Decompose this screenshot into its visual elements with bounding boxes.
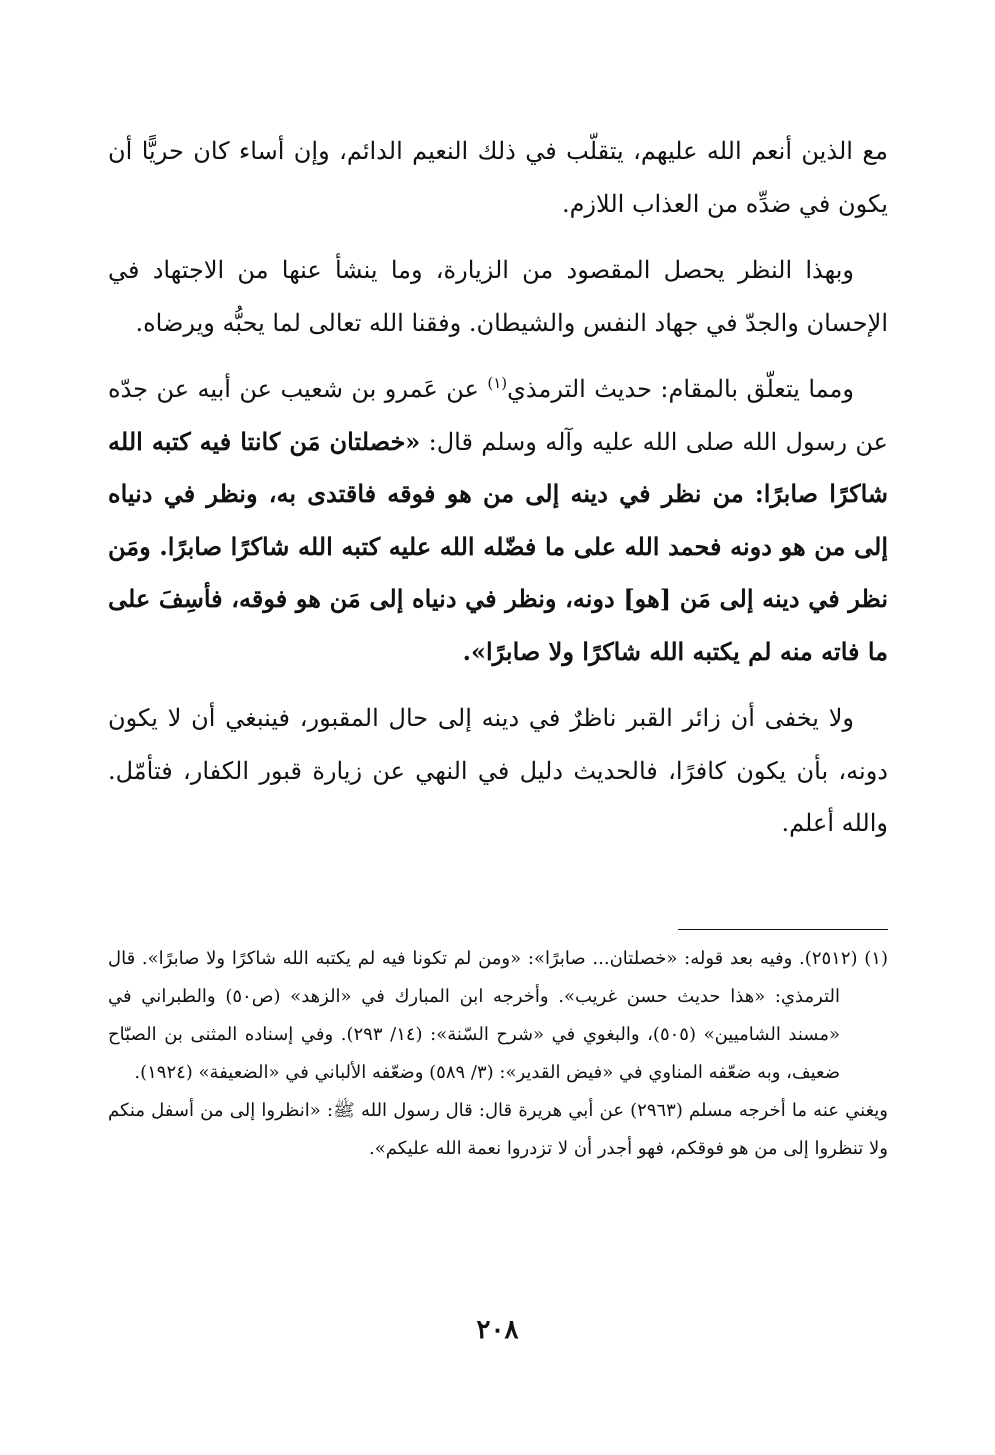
footnote-1-continued: ويغني عنه ما أخرجه مسلم (٢٩٦٣) عن أبي هريرة قال: قال رسول الله ﷺ: «انظروا إلى من أسفل منكم ولا تنظروا إلى من هو فوقكم، فهو أجدر أن لا تزدروا نعمة الله عليكم». [108,1100,889,1159]
footnote-1: (١) (٢٥١٢). وفيه بعد قوله: «خصلتان... صابرًا»: «ومن لم تكونا فيه لم يكتبه الله شاكرًا ولا صابرًا». قال الترمذي: «هذا حديث حسن غريب». وأخرجه ابن المبارك في «الزهد» (ص٥٠) والطبراني في «مسند الشاميين» (٥٠٥)، والبغوي في «شرح السّنة»: (١٤/ ٢٩٣). وفي إسناده المثنى بن الصبّاح ضعيف، وبه ضعّفه المناوي في «فيض القدير»: (٣/ ٥٨٩) وضعّفه الألباني في «الضعيفة» (١٩٢٤). [108,948,888,1083]
paragraph-2: وبهذا النظر يحصل المقصود من الزيارة، وما ينشأ عنها من الاجتهاد في الإحسان والجدّ في جهاد النفس والشيطان. وفقنا الله تعالى لما يحبُّه ويرضاه. [108,256,888,337]
paragraph-3 [108,363,888,678]
footnotes [108,940,888,1168]
footnote-divider [678,929,888,930]
paragraph-3-intro: ومما يتعلّق بالمقام: حديث الترمذي [507,375,854,403]
main-text [108,125,888,864]
page-number: ٢٠٨ [476,1315,519,1345]
paragraph-3-chain: عن عَمرو بن شعيب عن أبيه عن جدّه عن رسول الله صلى الله عليه وآله وسلم قال: [108,375,889,456]
hadith-quote: «خصلتان مَن كانتا فيه كتبه الله شاكرًا صابرًا: من نظر في دينه إلى من هو فوقه فاقتدى به، ونظر في دنياه إلى من هو دونه فحمد الله على ما فضّله الله عليه كتبه الله شاكرًا صابرًا. ومَن نظر في دينه إلى مَن [هو] دونه، ونظر في دنياه إلى مَن هو فوقه، فأسِفَ على ما فاته منه لم يكتبه الله شاكرًا ولا صابرًا». [108,426,889,666]
footnote-ref-1[interactable]: (١) [487,374,508,392]
paragraph-4: ولا يخفى أن زائر القبر ناظرٌ في دينه إلى حال المقبور، فينبغي أن لا يكون دونه، بأن يكون كافرًا، فالحديث دليل في النهي عن زيارة قبور الكفار، فتأمّل. والله أعلم. [108,704,888,837]
paragraph-1: مع الذين أنعم الله عليهم، يتقلّب في ذلك النعيم الدائم، وإن أساء كان حريًّا أن يكون في ضدِّه من العذاب اللازم. [108,137,888,218]
